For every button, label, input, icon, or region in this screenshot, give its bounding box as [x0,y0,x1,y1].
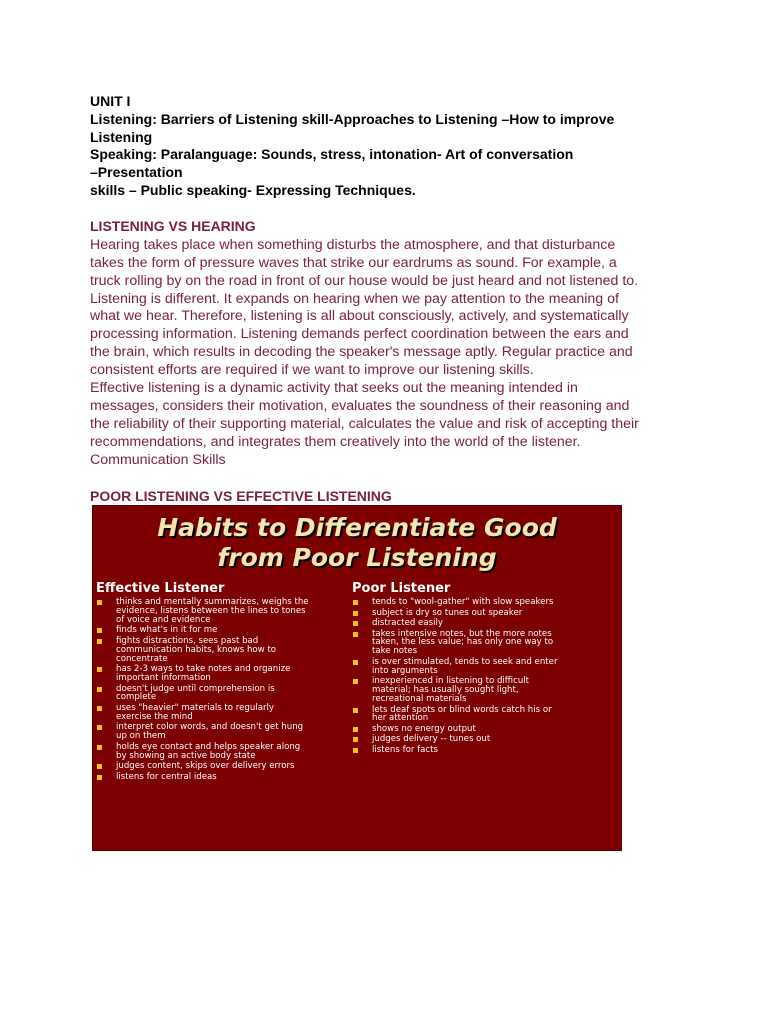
effective-listener-item [96,685,336,703]
square-bullet-icon [97,706,102,711]
poor-listener-item [352,598,592,607]
item-text-line: lets deaf spots or blind words catch his or [372,704,552,715]
paragraph-line: Listening is different. It expands on hearing when we pay attention to the meaning of [90,290,619,307]
item-text-line: finds what's in it for me [116,625,218,636]
poor-listener-item [352,746,592,755]
effective-listener-list [96,598,336,782]
item-text-line: communication habits, knows how to [116,644,277,655]
square-bullet-icon [353,632,358,637]
poor-listener-list [352,598,592,755]
square-bullet-icon [353,737,358,742]
square-bullet-icon [97,600,102,605]
effective-listener-item [96,637,336,664]
poor-listener-column [352,581,592,756]
item-text-line: by showing an active body state [116,750,256,761]
square-bullet-icon [97,628,102,633]
item-text-line: thinks and mentally summarizes, weighs the [116,597,309,607]
effective-listener-item [96,762,336,771]
square-bullet-icon [353,679,358,684]
slide-title-line-2: from Poor Listening [217,543,497,572]
effective-listener-item [96,773,336,782]
poor-listener-item [352,725,592,734]
item-text-line: has 2-3 ways to take notes and organize [116,664,291,675]
slide-title [92,513,622,573]
item-text-line: taken, the less value; has only one way to [372,637,554,648]
paragraph-line: Hearing takes place when something disturbs the atmosphere, and that disturbance [90,236,616,253]
item-text-line: of voice and evidence [116,614,211,625]
speaking-topics-line-2: –Presentation [90,164,183,181]
square-bullet-icon [353,600,358,605]
item-text-line: tends to "wool-gather" with slow speakers [372,597,554,607]
poor-listener-item [352,706,592,724]
effective-listener-item [96,723,336,741]
paragraph-line: Effective listening is a dynamic activity that seeks out the meaning intended in [90,380,578,397]
paragraph-line: recommendations, and integrates them creatively into the world of the listener. [90,433,581,450]
poor-listener-item [352,658,592,676]
poor-listener-item [352,609,592,618]
item-text-line: inexperienced in listening to difficult [372,676,530,687]
item-text-line: listens for facts [372,744,438,755]
habits-slide-image [92,505,622,851]
speaking-topics-line-3: skills – Public speaking- Expressing Techniques. [90,181,416,198]
listening-topics-line-1: Listening: Barriers of Listening skill-Approaches to Listening –How to improve [90,110,615,127]
paragraph-line: truck rolling by on the road in front of our house would be just heard and not listened to. [90,272,639,289]
item-text-line: interpret color words, and doesn't get hung [116,722,304,733]
paragraph-line: the reliability of their supporting material, calculates the value and risk of accepting their [90,415,639,432]
item-text-line: into arguments [372,665,438,676]
item-text-line: shows no energy output [372,723,476,734]
square-bullet-icon [97,775,102,780]
listening-vs-hearing-paragraph [90,237,690,470]
item-text-line: her attention [372,713,429,724]
poor-listener-item [352,630,592,657]
item-text-line: uses "heavier" materials to regularly [116,702,274,713]
unit-title: UNIT I [90,93,131,109]
effective-listener-item [96,743,336,761]
square-bullet-icon [353,727,358,732]
paragraph-line: processing information. Listening demands perfect coordination between the ears and [90,326,629,343]
square-bullet-icon [97,764,102,769]
paragraph-line: the brain, which results in decoding the speaker's message aptly. Regular practice and [90,344,633,361]
square-bullet-icon [353,621,358,626]
paragraph-line: takes the form of pressure waves that strike our eardrums as sound. For example, a [90,254,617,271]
paragraph-line: messages, considers their motivation, evaluates the soundness of their reasoning and [90,397,630,414]
item-text-line: judges content, skips over delivery errors [116,761,295,772]
item-text-line: judges delivery -- tunes out [372,734,491,745]
poor-listener-item [352,619,592,628]
item-text-line: important information [116,673,211,684]
item-text-line: up on them [116,731,166,742]
square-bullet-icon [97,667,102,672]
document-page [90,93,690,505]
square-bullet-icon [97,725,102,730]
paragraph-line: consistent efforts are required if we want to improve our listening skills. [90,362,534,379]
item-text-line: fights distractions, sees past bad [116,635,259,646]
square-bullet-icon [353,611,358,616]
effective-listener-item [96,626,336,635]
item-text-line: exercise the mind [116,711,193,722]
poor-listener-item [352,677,592,704]
section-heading-listening-vs-hearing: LISTENING VS HEARING [90,217,256,234]
item-text-line: material; has usually sought light, [372,685,519,696]
unit-header [90,93,690,200]
item-text-line: holds eye contact and helps speaker along [116,741,301,752]
paragraph-line: what we hear. Therefore, listening is all about consciously, actively, and systematically [90,308,629,325]
item-text-line: evidence, listens between the lines to tones [116,605,306,616]
poor-listener-heading: Poor Listener [352,581,451,596]
square-bullet-icon [97,745,102,750]
square-bullet-icon [353,660,358,665]
item-text-line: complete [116,692,157,703]
item-text-line: is over stimulated, tends to seek and enter [372,656,558,667]
poor-listener-item [352,735,592,744]
section-heading-poor-vs-effective: POOR LISTENING VS EFFECTIVE LISTENING [90,487,392,504]
effective-listener-column [96,581,336,783]
item-text-line: concentrate [116,653,168,664]
effective-listener-item [96,704,336,722]
item-text-line: subject is dry so tunes out speaker [372,607,523,618]
square-bullet-icon [97,687,102,692]
item-text-line: listens for central ideas [116,771,217,782]
item-text-line: recreational materials [372,694,467,705]
effective-listener-item [96,665,336,683]
item-text-line: doesn't judge until comprehension is [116,683,275,694]
listening-topics-line-2: Listening [90,128,153,145]
square-bullet-icon [353,748,358,753]
speaking-topics-line-1: Speaking: Paralanguage: Sounds, stress, intonation- Art of conversation [90,146,574,163]
item-text-line: distracted easily [372,618,443,628]
paragraph-line: Communication Skills [90,451,226,468]
item-text-line: takes intensive notes, but the more notes [372,628,552,639]
effective-listener-heading: Effective Listener [96,581,225,596]
square-bullet-icon [97,639,102,644]
effective-listener-item [96,598,336,625]
square-bullet-icon [353,708,358,713]
item-text-line: take notes [372,646,418,657]
slide-title-line-1: Habits to Differentiate Good [157,513,557,542]
